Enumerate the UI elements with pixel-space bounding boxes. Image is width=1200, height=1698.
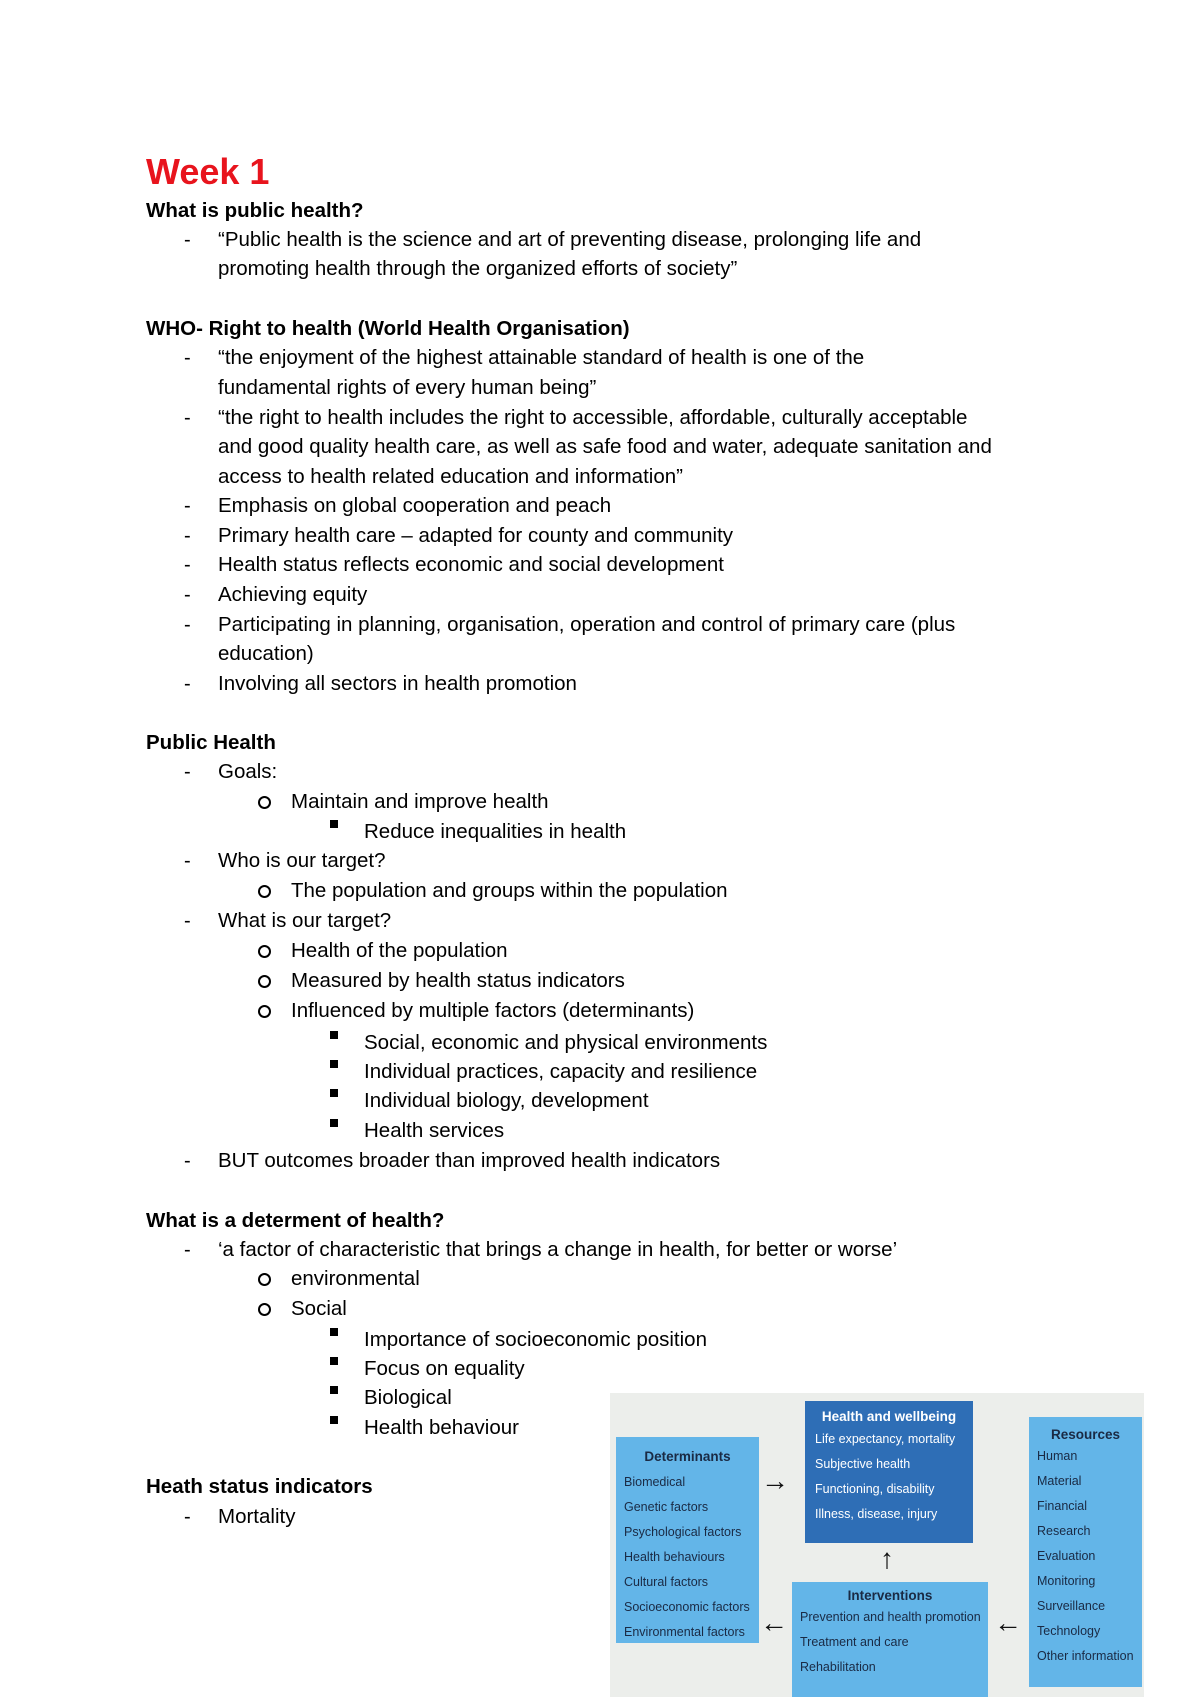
health-item: Life expectancy, mortality [815, 1432, 956, 1446]
square-bullet [330, 1416, 338, 1424]
arrow-left-icon: ← [760, 1607, 788, 1638]
determinant-item: Genetic factors [624, 1500, 709, 1514]
list-item: Biological [364, 1386, 452, 1409]
determinants-title: Determinants [644, 1449, 731, 1464]
section-heading-public-health: Public Health [146, 731, 276, 754]
intervention-item: Prevention and health promotion [800, 1610, 981, 1624]
list-item-continuation: and good quality health care, as well as safe food and water, adequate sanitation and [218, 435, 992, 458]
dash-bullet: - [184, 1150, 191, 1172]
circle-bullet [258, 967, 271, 995]
list-item-continuation: fundamental rights of every human being” [218, 376, 597, 399]
determinant-item: Health behaviours [624, 1550, 725, 1564]
health-item: Illness, disease, injury [815, 1507, 938, 1521]
dash-bullet: - [184, 1239, 191, 1261]
health-item: Subjective health [815, 1457, 911, 1471]
dash-bullet: - [184, 761, 191, 783]
circle-bullet [258, 1295, 271, 1323]
list-item: Achieving equity [218, 583, 368, 606]
circle-bullet [258, 997, 271, 1025]
determinant-item: Environmental factors [624, 1625, 745, 1639]
dash-bullet: - [184, 850, 191, 872]
list-item: “Public health is the science and art of preventing disease, prolonging life and [218, 228, 922, 251]
list-item: BUT outcomes broader than improved health indicators [218, 1149, 721, 1172]
square-bullet [330, 1031, 338, 1039]
resources-box [1029, 1417, 1142, 1687]
determinants-diagram [610, 1393, 1144, 1697]
dash-bullet: - [184, 495, 191, 517]
determinant-item: Cultural factors [624, 1575, 709, 1589]
list-item-continuation: education) [218, 642, 314, 665]
list-item: Participating in planning, organisation, operation and control of primary care (plus [218, 613, 956, 636]
list-item: Importance of socioeconomic position [364, 1328, 707, 1351]
square-bullet [330, 1119, 338, 1127]
circle-bullet [258, 937, 271, 965]
dash-bullet: - [184, 910, 191, 932]
list-item: Focus on equality [364, 1357, 525, 1380]
determinant-item: Psychological factors [624, 1525, 742, 1539]
dash-bullet: - [184, 229, 191, 251]
list-item: Goals: [218, 760, 278, 783]
list-item: Individual biology, development [364, 1089, 649, 1112]
health-wellbeing-title: Health and wellbeing [821, 1409, 957, 1424]
dash-bullet: - [184, 347, 191, 369]
list-item: Health services [364, 1119, 505, 1142]
square-bullet [330, 1060, 338, 1068]
resource-item: Monitoring [1037, 1574, 1096, 1588]
arrow-right-icon: → [761, 1465, 789, 1496]
list-item: Measured by health status indicators [291, 969, 625, 992]
health-wellbeing-box [805, 1401, 973, 1543]
list-item: The population and groups within the population [291, 879, 728, 902]
dash-bullet: - [184, 614, 191, 636]
list-item-continuation: promoting health through the organized efforts of society” [218, 257, 738, 280]
intervention-item: Rehabilitation [800, 1660, 876, 1674]
dash-bullet: - [184, 407, 191, 429]
health-item: Functioning, disability [815, 1482, 935, 1496]
square-bullet [330, 1357, 338, 1365]
square-bullet [330, 1328, 338, 1336]
list-item: Influenced by multiple factors (determinants) [291, 999, 695, 1022]
list-item: Health status reflects economic and social development [218, 553, 724, 576]
resource-item: Surveillance [1037, 1599, 1106, 1613]
list-item: Primary health care – adapted for county and community [218, 524, 734, 547]
arrow-up-icon: ↑ [880, 1543, 894, 1574]
section-heading-who: WHO- Right to health (World Health Organisation) [146, 317, 630, 340]
list-item: Mortality [218, 1505, 296, 1528]
interventions-box [792, 1582, 988, 1697]
dash-bullet: - [184, 1506, 191, 1528]
resource-item: Material [1037, 1474, 1082, 1488]
list-item: Health of the population [291, 939, 508, 962]
resources-title: Resources [1050, 1427, 1121, 1442]
dash-bullet: - [184, 673, 191, 695]
list-item: ‘a factor of characteristic that brings a change in health, for better or worse’ [218, 1238, 898, 1261]
arrow-left-icon: ← [994, 1607, 1022, 1638]
resource-item: Technology [1037, 1624, 1101, 1638]
list-item: Individual practices, capacity and resilience [364, 1060, 758, 1083]
resource-item: Human [1037, 1449, 1078, 1463]
circle-bullet [258, 1265, 271, 1293]
list-item: Reduce inequalities in health [364, 820, 627, 843]
square-bullet [330, 1386, 338, 1394]
dash-bullet: - [184, 554, 191, 576]
list-item: environmental [291, 1267, 420, 1290]
determinants-box [616, 1437, 759, 1643]
list-item: Involving all sectors in health promotion [218, 672, 577, 695]
list-item: Social [291, 1297, 347, 1320]
list-item-continuation: access to health related education and information” [218, 465, 683, 488]
resource-item: Evaluation [1037, 1549, 1096, 1563]
list-item: What is our target? [218, 909, 392, 932]
section-heading-indicators: Heath status indicators [146, 1475, 373, 1498]
interventions-title: Interventions [847, 1588, 933, 1603]
resource-item: Research [1037, 1524, 1091, 1538]
square-bullet [330, 1089, 338, 1097]
determinant-item: Biomedical [624, 1475, 686, 1489]
intervention-item: Treatment and care [800, 1635, 909, 1649]
list-item: Maintain and improve health [291, 790, 549, 813]
circle-bullet [258, 788, 271, 816]
list-item: Who is our target? [218, 849, 386, 872]
circle-bullet [258, 877, 271, 905]
section-heading-determinant: What is a determent of health? [146, 1209, 445, 1232]
resource-item: Financial [1037, 1499, 1088, 1513]
list-item: “the enjoyment of the highest attainable standard of health is one of the [218, 346, 865, 369]
dash-bullet: - [184, 584, 191, 606]
dash-bullet: - [184, 525, 191, 547]
resource-item: Other information [1037, 1649, 1134, 1663]
square-bullet [330, 820, 338, 828]
page-title: Week 1 [146, 151, 270, 192]
list-item: Health behaviour [364, 1416, 519, 1439]
list-item: Emphasis on global cooperation and peach [218, 494, 612, 517]
list-item: “the right to health includes the right to accessible, affordable, culturally acceptable [218, 406, 968, 429]
section-heading-public-health-definition: What is public health? [146, 199, 364, 222]
determinant-item: Socioeconomic factors [624, 1600, 750, 1614]
list-item: Social, economic and physical environments [364, 1031, 768, 1054]
